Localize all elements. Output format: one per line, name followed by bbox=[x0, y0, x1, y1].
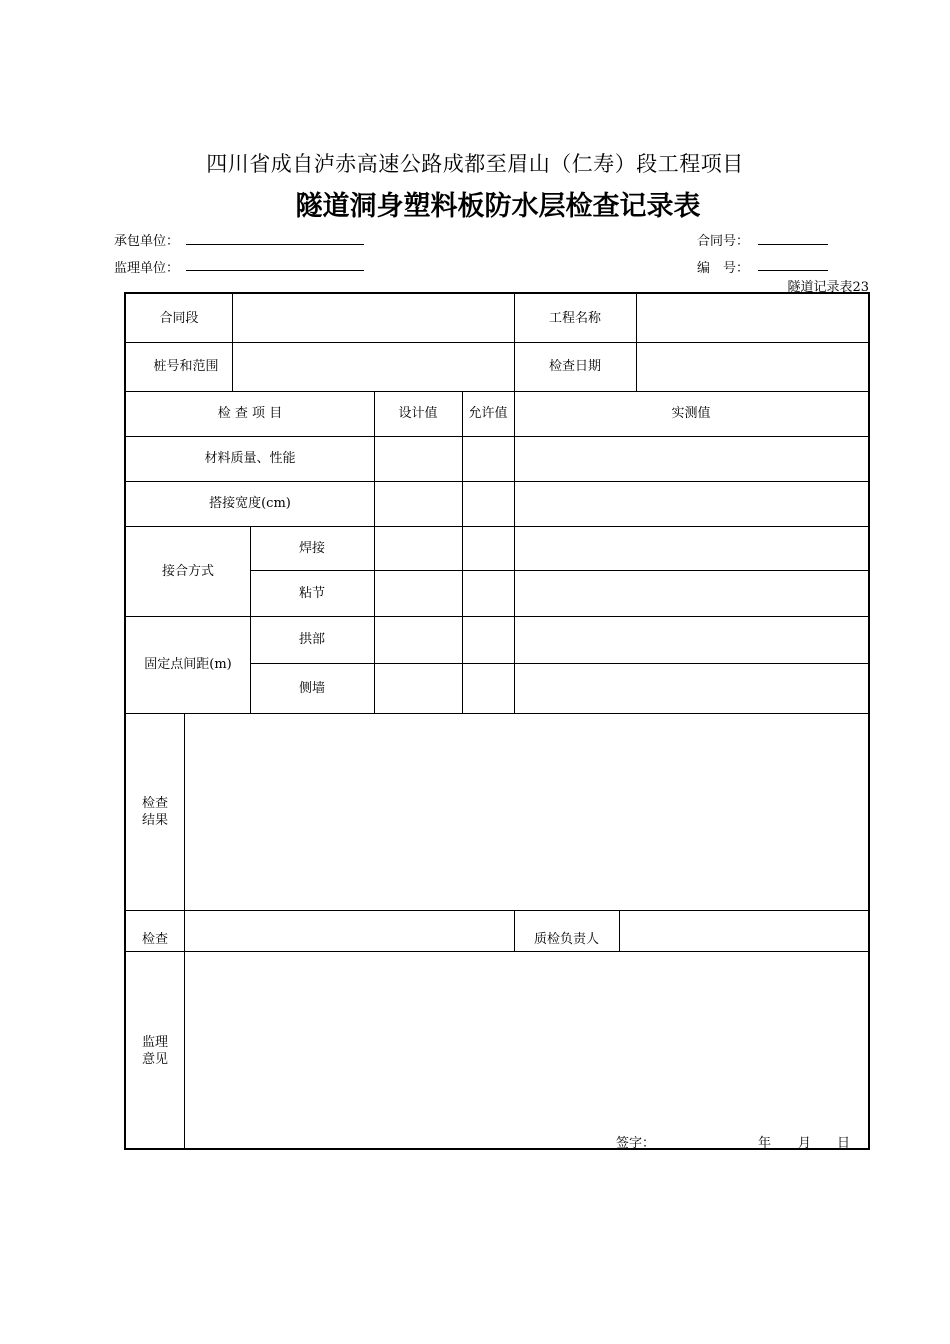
result-label: 检查结果 bbox=[141, 795, 168, 828]
sign-label: 签字： bbox=[616, 1136, 656, 1151]
row-weld-label: 焊接 bbox=[298, 540, 325, 556]
serial-no-field[interactable] bbox=[758, 270, 828, 271]
col-design-header: 设计值 bbox=[398, 406, 438, 421]
opinion-area[interactable] bbox=[185, 951, 868, 1150]
contract-no-label: 合同号： bbox=[697, 234, 750, 249]
row-wall-label: 侧墙 bbox=[298, 680, 325, 696]
serial-no-label: 编 号： bbox=[697, 261, 750, 276]
col-allow-header: 允许值 bbox=[468, 406, 508, 421]
contractor-field[interactable] bbox=[186, 244, 364, 245]
row-fix-label: 固定点间距(m) bbox=[144, 657, 232, 672]
col-item-header: 检 查 项 目 bbox=[217, 406, 283, 421]
year-label: 年 bbox=[758, 1136, 772, 1151]
contract-section-label: 合同段 bbox=[159, 310, 199, 326]
inspection-table bbox=[124, 292, 870, 1150]
station-range-value[interactable] bbox=[233, 342, 514, 391]
form-code: 隧道记录表23 bbox=[787, 280, 869, 295]
inspection-date-value[interactable] bbox=[637, 342, 868, 391]
row-joint-label: 接合方式 bbox=[161, 563, 214, 579]
qc-value[interactable] bbox=[620, 910, 868, 951]
row-overlap-label: 搭接宽度(cm) bbox=[209, 496, 291, 511]
project-name-value[interactable] bbox=[637, 294, 868, 342]
qc-label: 质检负责人 bbox=[533, 932, 599, 947]
supervisor-label: 监理单位： bbox=[114, 261, 180, 276]
project-name-label: 工程名称 bbox=[548, 310, 601, 326]
station-range-label: 桩号和范围 bbox=[153, 359, 219, 374]
inspection-date-label: 检查日期 bbox=[548, 359, 601, 374]
inspector-value[interactable] bbox=[185, 910, 514, 951]
opinion-label: 监理意见 bbox=[141, 1034, 168, 1067]
result-area[interactable] bbox=[185, 713, 868, 910]
contract-section-value[interactable] bbox=[233, 294, 514, 342]
row-glue-label: 粘节 bbox=[298, 585, 325, 601]
month-label: 月 bbox=[798, 1136, 812, 1151]
row-material-label: 材料质量、性能 bbox=[204, 451, 296, 466]
col-measured-header: 实测值 bbox=[671, 406, 711, 421]
day-label: 日 bbox=[837, 1136, 851, 1151]
project-subtitle: 四川省成自泸赤高速公路成都至眉山（仁寿）段工程项目 bbox=[206, 152, 744, 176]
contract-no-field[interactable] bbox=[758, 244, 828, 245]
contractor-label: 承包单位： bbox=[114, 234, 180, 249]
form-title: 隧道洞身塑料板防水层检查记录表 bbox=[295, 191, 701, 222]
row-arch-label: 拱部 bbox=[298, 632, 325, 647]
supervisor-field[interactable] bbox=[186, 270, 364, 271]
inspect-label: 检查 bbox=[141, 932, 168, 947]
